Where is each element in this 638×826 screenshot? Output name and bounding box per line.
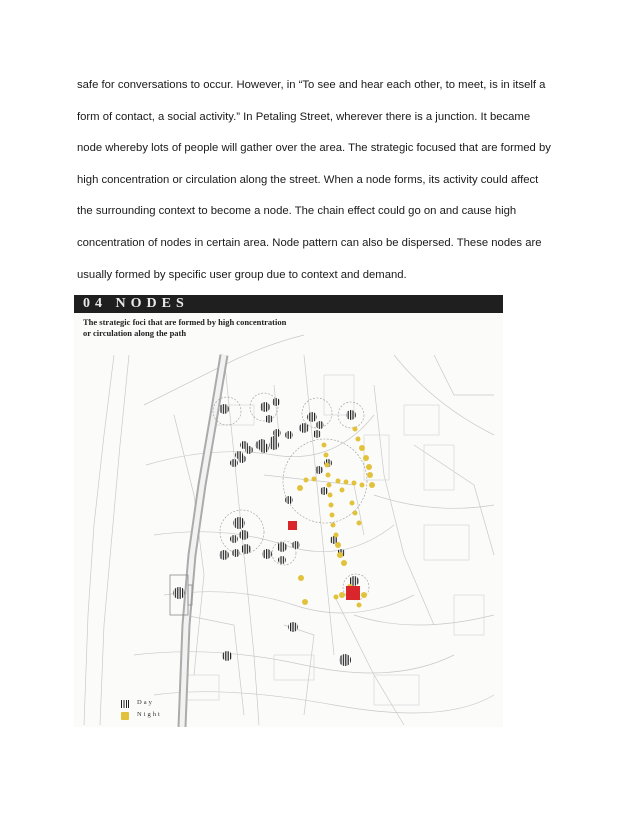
paragraph-line: the surrounding context to become a node. The chain effect could go on and cause high: [77, 205, 517, 218]
nodes-map: [74, 295, 503, 727]
caption-line: The strategic foci that are formed by high concentration: [83, 317, 287, 327]
legend-label: Day: [137, 699, 154, 706]
night-swatch-icon: [121, 712, 129, 720]
nodes-map-figure: [74, 295, 503, 727]
body-paragraph: [77, 70, 577, 291]
paragraph-line: safe for conversations to occur. However, in “To see and hear each other, to meet, is in itself a: [77, 79, 546, 91]
day-swatch-icon: [121, 700, 129, 708]
paragraph-line: high concentration or circulation along the street. When a node forms, its activity could affect: [77, 173, 539, 186]
paragraph-line: usually formed by specific user group due to context and demand.: [77, 268, 407, 281]
night-nodes: [297, 427, 375, 608]
figure-caption: [83, 317, 383, 338]
highlight-markers: [288, 521, 360, 600]
paragraph-line: concentration of nodes in certain area. Node pattern can also be dispersed. These nodes are: [77, 236, 542, 249]
highway: [182, 355, 224, 727]
caption-line: or circulation along the path: [83, 327, 187, 338]
paragraph-line: node whereby lots of people will gather over the area. The strategic focused that are formed by: [77, 142, 551, 155]
figure-header-band: [74, 295, 503, 313]
legend-label: Night: [137, 711, 162, 718]
paragraph-line: form of contact, a social activity.” In Petaling Street, wherever there is a junction. It became: [77, 110, 531, 123]
node-influence-areas: [213, 393, 369, 600]
figure-heading: 04 NODES: [83, 296, 189, 311]
